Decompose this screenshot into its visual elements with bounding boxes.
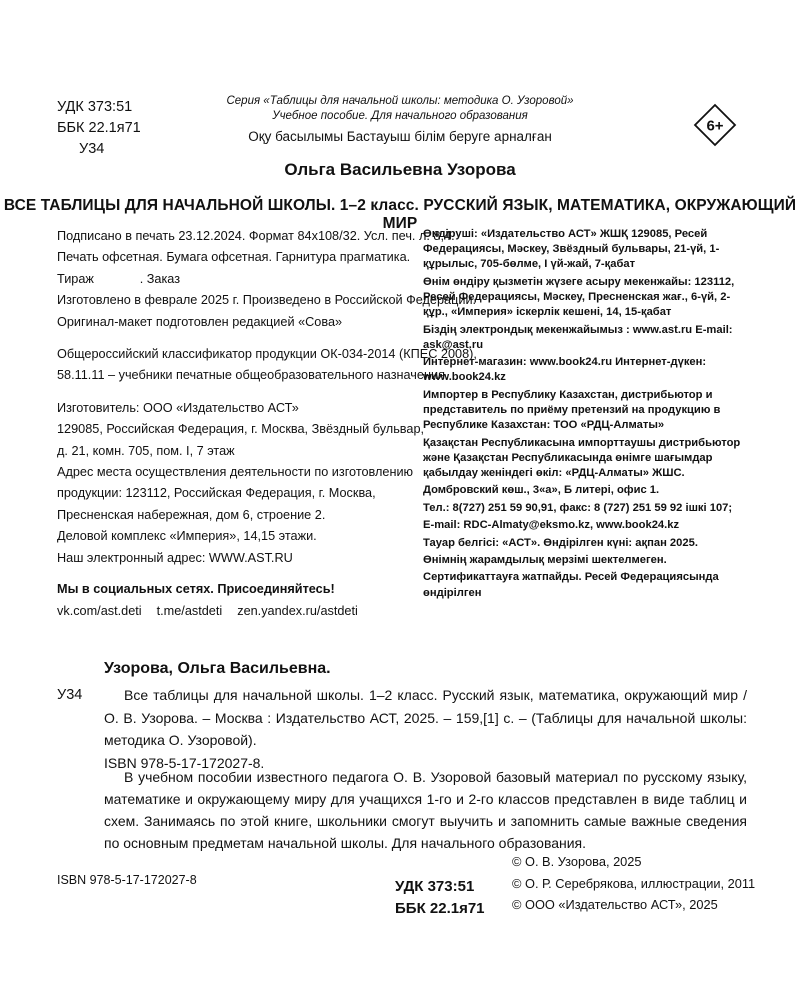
social-link-vk: vk.com/ast.deti [57, 603, 142, 618]
manufacturer-line: Адрес места осуществления деятельности по изготовлению [57, 465, 414, 480]
footer-udk: УДК 373:51 [395, 878, 475, 895]
kazakh-info-line: Интернет-магазин: www.book24.ru Интернет-дүкен: www.book24.kz [423, 356, 707, 384]
copyright-line: © О. Р. Серебрякова, иллюстрации, 2011 [512, 875, 756, 891]
kazakh-info-column [423, 227, 748, 603]
series-subtitle: Учебное пособие. Для начального образования [272, 110, 528, 122]
kazakh-info-line: Тауар белгісі: «АСТ». Өндірілген күні: ақпан 2025. [423, 536, 698, 549]
kazakh-info-line: Өндіруші: «Издательство АСТ» ЖШҚ 129085, Ресей Федерациясы, Мәскеу, Звёздный бульвары, 21-үй, 1-құрылыс, 705-бөлме, I үй-жай, 7-қабат [423, 228, 720, 271]
kazakh-info-line: Біздің электрондық мекенжайымыз : www.ast.ru E-mail: ask@ast.ru [423, 323, 733, 351]
kazakh-info-line: Тел.: 8(727) 251 59 90,91, факс: 8 (727) 251 59 92 ішкі 107; [423, 501, 733, 514]
biblio-description: Все таблицы для начальной школы. 1–2 класс. Русский язык, математика, окружающий мир / О. В. Узорова. – Москва : Издательство АСТ, 2025. – 159,[1] с. – (Таблицы для начальной школы: методика О. Узоровой). [104, 687, 747, 748]
annotation-text: В учебном пособии известного педагога О. В. Узоровой базовый материал по русскому языку, математике и окружающему миру для учащихся 1-го и 2-го классов представлен в виде таблиц и схем. Занимаясь по этой книге, школьники смогут выучить и запомнить самые важные сведения по основным предметам начальной школы. Для начального образования. [104, 769, 747, 851]
social-link-zen: zen.yandex.ru/astdeti [237, 603, 358, 618]
book-title: ВСЕ ТАБЛИЦЫ ДЛЯ НАЧАЛЬНОЙ ШКОЛЫ. 1–2 класс. РУССКИЙ ЯЗЫК, МАТЕМАТИКА, ОКРУЖАЮЩИЙ МИР [3, 197, 797, 232]
copyright-block [512, 851, 755, 916]
copyright-line: © ООО «Издательство АСТ», 2025 [512, 897, 718, 913]
series-title: Серия «Таблицы для начальной школы: методика О. Узоровой» [226, 95, 574, 107]
bbk-code: ББК 22.1я71 [57, 120, 141, 136]
author-name: Ольга Васильевна Узорова [284, 160, 516, 179]
print-info-line: Оригинал-макет подготовлен редакцией «Сова» [57, 314, 343, 329]
kazakh-info-line: Импортер в Республику Казахстан, дистрибьютор и представитель по приёму претензий на продукцию в Республике Казахстан: ТОО «РДЦ-Алматы» [423, 388, 721, 432]
author-mark: У34 [79, 141, 105, 157]
print-info-line: Подписано в печать 23.12.2024. Формат 84х108/32. Усл. печ. л. 8,4. [57, 229, 455, 243]
copyright-line: © О. В. Узорова, 2025 [512, 854, 642, 869]
biblio-isbn: ISBN 978-5-17-172027-8. [104, 754, 265, 771]
footer-classification [395, 876, 485, 920]
udk-code: УДК 373:51 [57, 99, 133, 115]
manufacturer-line: Наш электронный адрес: WWW.AST.RU [57, 550, 293, 565]
biblio-record [104, 684, 747, 774]
kazakh-info-line: Өнімнің жарамдылық мерзімі шектелмеген. [423, 553, 667, 566]
series-block [200, 94, 600, 124]
social-link-telegram: t.me/astdeti [156, 603, 223, 618]
age-rating-badge [693, 103, 737, 147]
manufacturer-line: Пресненская набережная, дом 6, строение 2. [57, 507, 326, 522]
biblio-code: У34 [57, 687, 83, 703]
print-info-column [57, 226, 477, 622]
print-info-line: Печать офсетная. Бумага офсетная. Гарнитура прагматика. [57, 250, 411, 265]
manufacturer-line: продукции: 123112, Российская Федерация, г. Москва, [57, 486, 376, 501]
diamond-icon [693, 103, 737, 147]
manufacturer-line: Изготовитель: ООО «Издательство АСТ» [57, 400, 299, 415]
social-title: Мы в социальных сетях. Присоединяйтесь! [57, 582, 335, 597]
footer-isbn: ISBN 978-5-17-172027-8 [57, 873, 197, 887]
classifier-line: 58.11.11 – учебники печатные общеобразовательного назначения. [57, 368, 449, 383]
manufacturer-line: Деловой комплекс «Империя», 14,15 этажи. [57, 529, 317, 544]
footer-bbk: ББК 22.1я71 [395, 900, 485, 917]
print-info-line: Тираж . Заказ [57, 271, 181, 286]
classification-block [57, 97, 141, 160]
social-links [57, 601, 407, 622]
manufacturer-line: 129085, Российская Федерация, г. Москва, Звёздный бульвар, [57, 422, 425, 437]
kazakh-info-line: Сертификаттауға жатпайды. Ресей Федерациясында өндірілген [423, 571, 719, 599]
print-info-line: Изготовлено в феврале 2025 г. Произведено в Российской Федерации. [57, 293, 477, 308]
biblio-author: Узорова, Ольга Васильевна. [104, 660, 331, 677]
kazakh-info-line: Қазақстан Республикасына импорттаушы дистрибьютор және Қазақстан Республикасында өнімге шағымдар қабылдау женіндегі өкіл: «РДЦ-Алматы» ЖШС. [423, 436, 741, 479]
classifier-line: Общероссийский классификатор продукции ОК-034-2014 (КПЕС 2008), [57, 347, 477, 362]
kazakh-note: Оқу басылымы Бастауыш білім беруге арналған [248, 129, 552, 144]
kazakh-info-line: Домбровский көш., 3«а», Б литері, офис 1. [423, 484, 660, 497]
kazakh-info-line: Өнім өндіру қызметін жүзеге асыру мекенжайы: 123112, Ресей Федерациясы, Мәскеу, Пресненская жағ., 6-үй, 2-құр., «Империя» іскерлік кешені, 14, 15-қабат [423, 275, 735, 319]
manufacturer-line: д. 21, комн. 705, пом. I, 7 этаж [57, 443, 235, 458]
age-rating-text: 6+ [706, 117, 724, 135]
kazakh-info-line: E-mail: RDC-Almaty@eksmo.kz, www.book24.kz [423, 519, 680, 532]
